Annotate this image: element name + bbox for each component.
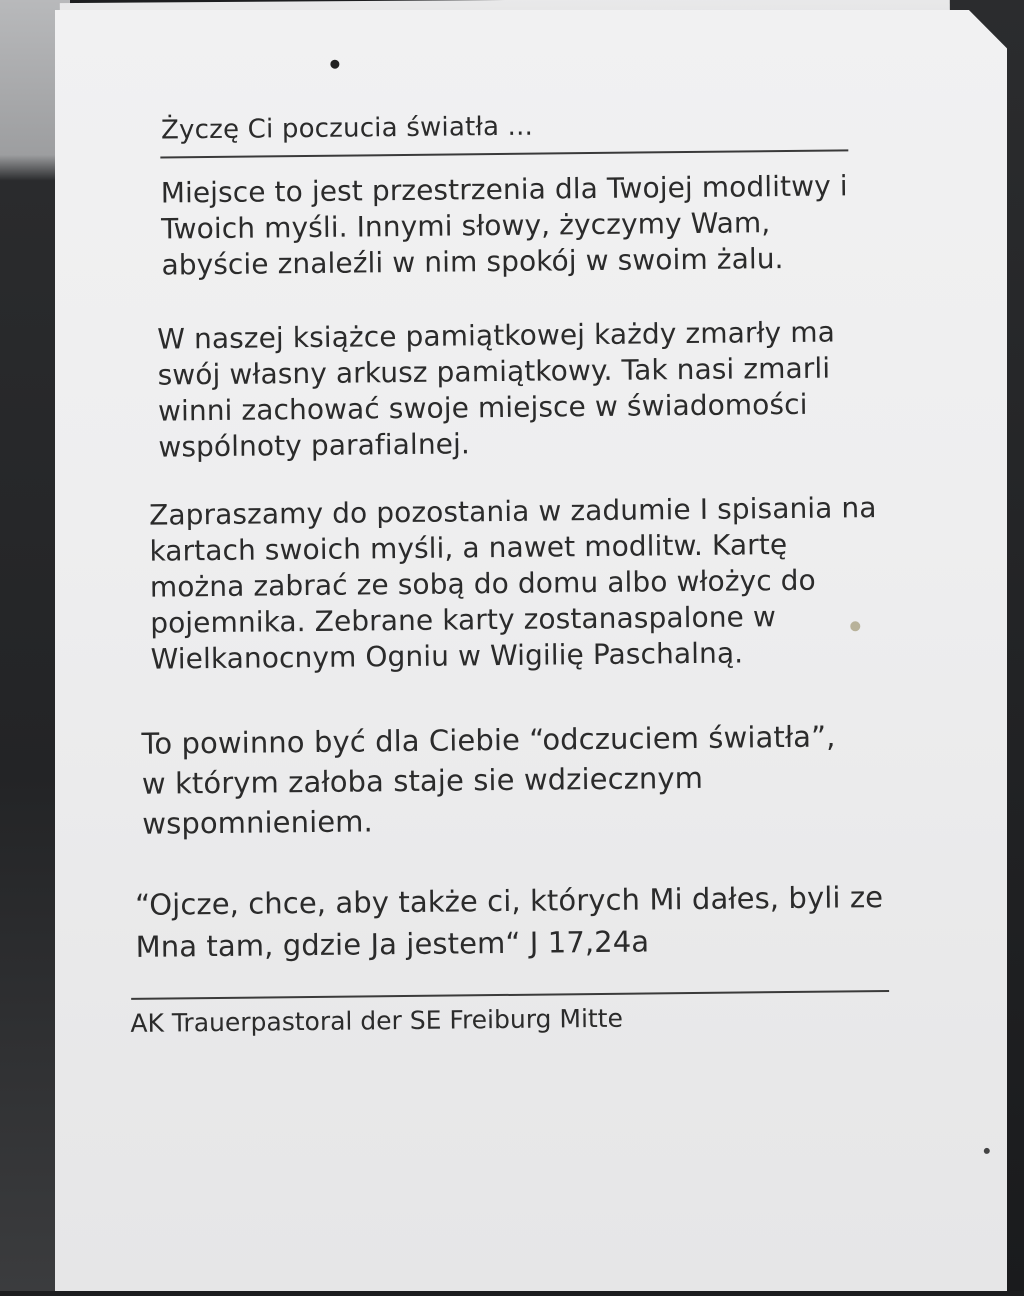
ink-dot <box>330 60 339 69</box>
paragraph-line: kartach swoich myśli, a nawet modlitw. Kartę <box>149 527 788 568</box>
paragraph-line: Twoich myśli. Innymi słowy, życzymy Wam, <box>160 206 771 246</box>
heading-underline <box>160 149 848 158</box>
quote-line: Mna tam, gdzie Ja jestem“ J 17,24a <box>135 924 650 964</box>
paragraph-line: Zapraszamy do pozostania w zadumie I spisania na <box>148 491 877 532</box>
paragraph-line: abyście znaleźli w nim spokój w swoim żalu. <box>161 242 784 282</box>
paragraph-line: winni zachować swoje miejsce w świadomości <box>157 387 808 428</box>
paragraph-line: pojemnika. Zebrane karty zostanaspalone w <box>150 600 777 640</box>
paragraph-line: można zabrać ze sobą do domu albo włożyc do <box>149 563 816 604</box>
quote-line: “Ojcze, chce, aby także ci, których Mi dałes, byli ze <box>134 880 884 922</box>
paragraph-line: Wielkanocnym Ogniu w Wigilię Paschalną. <box>150 636 744 676</box>
footer-credit: AK Trauerpastoral der SE Freiburg Mitte <box>130 1003 624 1038</box>
paragraph-4 <box>141 716 836 843</box>
paragraph-line: Miejsce to jest przestrzenia dla Twojej modlitwy i <box>160 169 848 210</box>
stain-dot <box>850 621 860 631</box>
paragraph-2 <box>157 314 836 465</box>
footer-rule <box>131 990 889 1000</box>
paragraph-1 <box>161 168 849 283</box>
paragraph-3 <box>149 490 878 678</box>
paragraph-line: To powinno być dla Ciebie “odczuciem światła”, <box>141 719 836 761</box>
document-heading: Życzę Ci poczucia światła ... <box>160 111 534 146</box>
paragraph-line: W naszej książce pamiątkowej każdy zmarły ma <box>157 315 836 356</box>
ink-dot <box>984 1148 990 1154</box>
paragraph-line: w którym załoba staje sie wdziecznym <box>141 760 704 801</box>
paragraph-line: wspólnoty parafialnej. <box>158 427 471 464</box>
paragraph-line: swój własny arkusz pamiątkowy. Tak nasi zmarli <box>157 351 831 392</box>
paragraph-line: wspomnieniem. <box>142 804 374 841</box>
bible-quote <box>135 876 884 968</box>
